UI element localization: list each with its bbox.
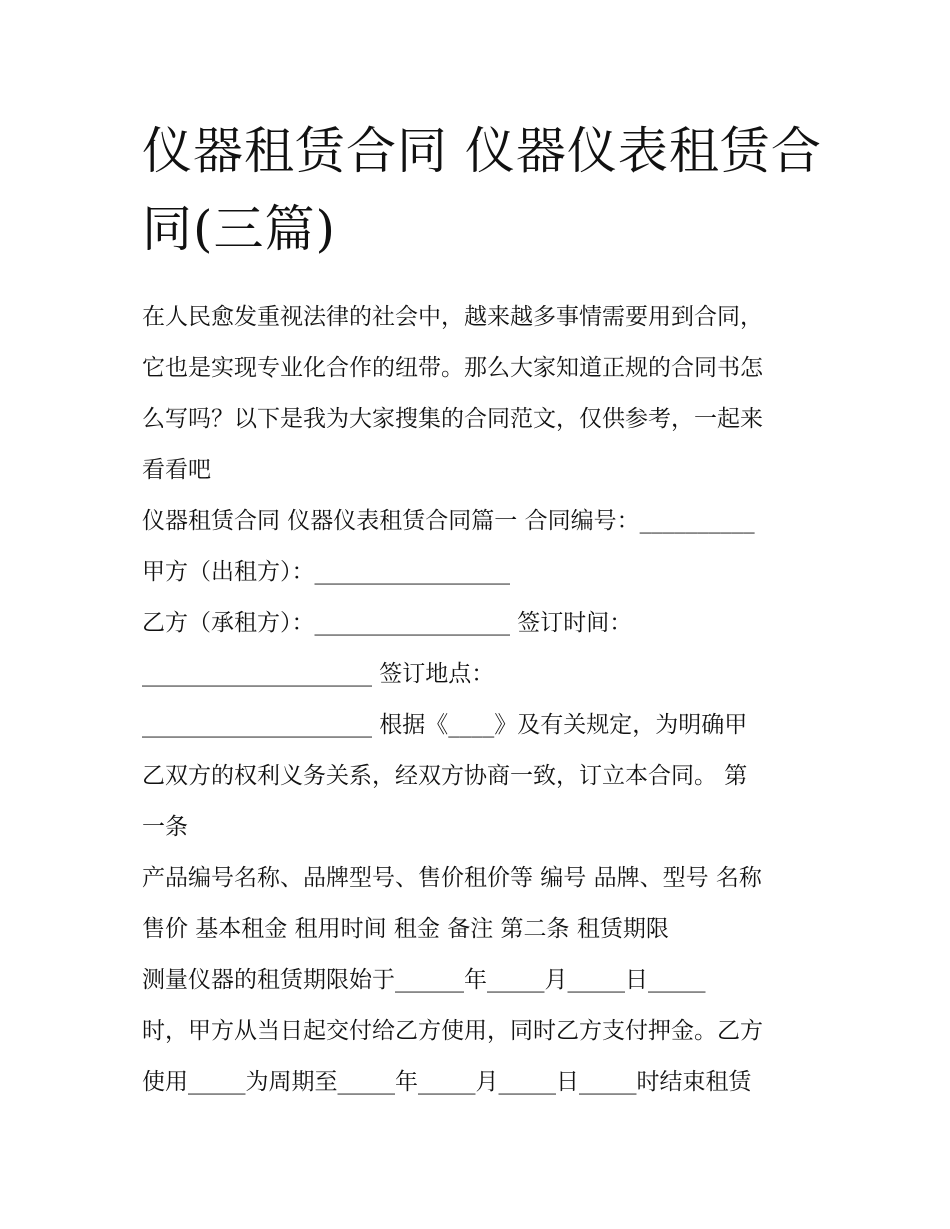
body-line: 乙双方的权利义务关系，经双方协商一致，订立本合同。 第 xyxy=(142,763,748,789)
body-line: 产品编号名称、品牌型号、售价租价等 编号 品牌、型号 名称 xyxy=(142,865,762,891)
title-line-1: 仪器租赁合同 仪器仪表租赁合 xyxy=(142,122,822,180)
body-line: 看看吧 xyxy=(142,457,211,483)
body-line: 售价 基本租金 租用时间 租金 备注 第二条 租赁期限 xyxy=(142,916,669,942)
party-a-line: 甲方（出租方）：_________________ xyxy=(142,559,510,585)
sign-place-line: ____________________ 签订地点： xyxy=(142,661,495,687)
basis-line: ____________________ 根据《____》及有关规定，为明确甲 xyxy=(142,712,748,738)
body-line: 使用_____为周期至_____年_____月_____日_____时结束租赁 xyxy=(142,1069,752,1095)
body-line: 时，甲方从当日起交付给乙方使用，同时乙方支付押金。乙方 xyxy=(142,1018,763,1044)
body-line: 在人民愈发重视法律的社会中，越来越多事情需要用到合同， xyxy=(142,304,763,330)
title-line-2: 同(三篇) xyxy=(142,200,337,258)
contract-number-line: 仪器租赁合同 仪器仪表租赁合同篇一 合同编号：__________ xyxy=(142,508,755,534)
party-b-line: 乙方（承租方）：_________________ 签订时间： xyxy=(142,610,633,636)
lease-term-line: 测量仪器的租赁期限始于______年_____月_____日_____ xyxy=(142,967,706,993)
document-title xyxy=(142,112,822,268)
document-body xyxy=(142,292,822,1108)
body-line: 它也是实现专业化合作的纽带。那么大家知道正规的合同书怎 xyxy=(142,355,763,381)
document-page xyxy=(142,112,822,1108)
article-one-heading: 一条 xyxy=(142,814,188,840)
body-line: 么写吗？以下是我为大家搜集的合同范文，仅供参考，一起来 xyxy=(142,406,763,432)
